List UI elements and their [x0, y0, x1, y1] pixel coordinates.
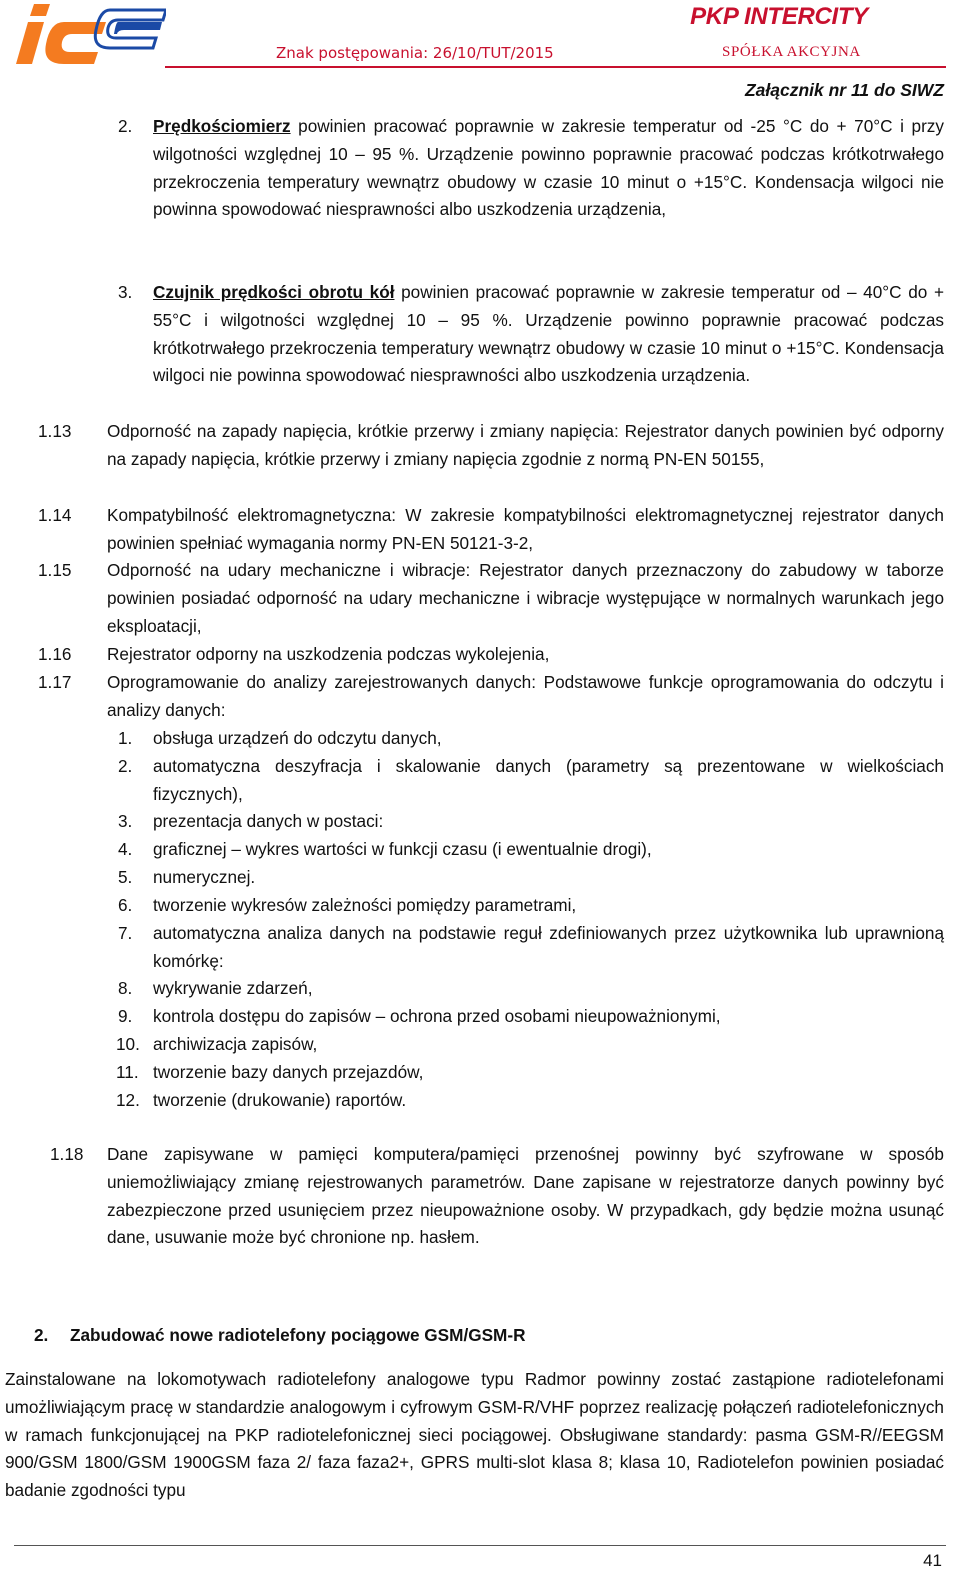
- list-item: archiwizacja zapisów,: [153, 1034, 318, 1054]
- section-emc: Kompatybilność elektromagnetyczna: W zakresie kompatybilności elektromagnetycznej rejestrator danych powinien spełniać wymagania normy PN-EN 50121-3-2,: [107, 505, 944, 553]
- company-form: SPÓŁKA AKCYJNA: [722, 44, 861, 60]
- list-item-number: 8.: [118, 978, 133, 998]
- section-number: 1.16: [38, 644, 72, 664]
- list-item-number: 12.: [116, 1090, 140, 1110]
- chapter-number: 2.: [34, 1325, 49, 1345]
- list-item: tworzenie wykresów zależności pomiędzy parametrami,: [153, 895, 577, 915]
- list-item: obsługa urządzeń do odczytu danych,: [153, 728, 442, 748]
- list-item-number: 7.: [118, 923, 133, 943]
- item-term: Prędkościomierz: [153, 116, 291, 136]
- list-item-number: 10.: [116, 1034, 140, 1054]
- section-number: 1.15: [38, 560, 72, 580]
- section-software: Oprogramowanie do analizy zarejestrowanych danych: Podstawowe funkcje oprogramowania do odczytu i analizy danych:: [107, 672, 944, 720]
- section-derailment: Rejestrator odporny na uszkodzenia podczas wykolejenia,: [107, 644, 550, 664]
- section-number: 1.14: [38, 505, 72, 525]
- item-number: 2.: [118, 116, 133, 136]
- item-wheel-sensor: [153, 279, 944, 390]
- item-speedometer: [153, 113, 944, 224]
- list-item-number: 9.: [118, 1006, 133, 1026]
- section-number: 1.18: [50, 1144, 84, 1164]
- list-item: graficznej – wykres wartości w funkcji czasu (i ewentualnie drogi),: [153, 839, 652, 859]
- item-text: powinien pracować poprawnie w zakresie temperatur od – 40°C do + 55°C i wilgotności względnej 10 – 95 %. Urządzenie powinno poprawnie pracować podczas krótkotrwałego przekroczenia temperatury wewnątrz obudowy w czasie 10 minut o +15°C. Kondensacja wilgoci nie powinna spowodować niesprawności albo uszkodzenia urządzenia.: [153, 282, 945, 386]
- list-item: kontrola dostępu do zapisów – ochrona przed osobami nieupoważnionymi,: [153, 1006, 721, 1026]
- list-item: prezentacja danych w postaci:: [153, 811, 384, 831]
- list-item-number: 1.: [118, 728, 133, 748]
- list-item: automatyczna deszyfracja i skalowanie danych (parametry są prezentowane w wielkościach fizycznych),: [153, 756, 944, 804]
- list-item: tworzenie bazy danych przejazdów,: [153, 1062, 424, 1082]
- section-shock-resistance: Odporność na udary mechaniczne i wibracje: Rejestrator danych przeznaczony do zabudowy w taborze powinien posiadać odporność na udary mechaniczne i wibracje występujące w normalnych warunkach jego eksploatacji,: [107, 560, 944, 636]
- item-number: 3.: [118, 282, 133, 302]
- case-number: Znak postępowania: 26/10/TUT/2015: [276, 44, 554, 62]
- chapter-title: Zabudować nowe radiotelefony pociągowe GSM/GSM-R: [70, 1325, 526, 1345]
- list-item: wykrywanie zdarzeń,: [153, 978, 313, 998]
- brand-name: PKP INTERCITY: [690, 3, 868, 30]
- list-item-number: 6.: [118, 895, 133, 915]
- list-item-number: 3.: [118, 811, 133, 831]
- item-term: Czujnik prędkości obrotu kół: [153, 282, 395, 302]
- chapter-text: Zainstalowane na lokomotywach radiotelefony analogowe typu Radmor powinny zostać zastąpione radiotelefonami umożliwiającym pracę w standardzie analogowym i cyfrowym GSM-R/VHF poprzez realizację połączeń radiotelefonicznych w ramach funkcjonującej na PKP radiotelefonicznej sieci pociągowej. Obsługiwane standardy: pasma GSM-R//EEGSM 900/GSM 1800/GSM 1900GSM faza 2/ faza faza2+, GPRS multi-slot klasa 8; klasa 10, Radiotelefon powinien posiadać badanie zgodności typu: [5, 1369, 944, 1501]
- list-item-number: 11.: [116, 1062, 139, 1082]
- section-encryption: [107, 1141, 944, 1252]
- section-voltage-dips: Odporność na zapady napięcia, krótkie przerwy i zmiany napięcia: Rejestrator danych powinien być odporny na zapady napięcia, krótkie przerwy i zmiany napięcia zgodnie z normą PN-EN 50155,: [107, 421, 944, 469]
- list-item: numerycznej.: [153, 867, 256, 887]
- page-number: 41: [923, 1551, 942, 1570]
- list-item-number: 4.: [118, 839, 133, 859]
- list-item: tworzenie (drukowanie) raportów.: [153, 1090, 407, 1110]
- header-divider: [165, 66, 946, 68]
- footer-divider: [14, 1545, 946, 1546]
- item-text: powinien pracować poprawnie w zakresie temperatur od -25 °C do + 70°C i przy wilgotności względnej 10 – 95 %. Urządzenie powinno poprawnie pracować podczas krótkotrwałego przekroczenia temperatury wewnątrz obudowy w czasie 10 minut o +15°C. Kondensacja wilgoci nie powinna spowodować niesprawności albo uszkodzenia urządzenia,: [153, 116, 944, 220]
- section-number: 1.13: [38, 421, 72, 441]
- annex-label: Załącznik nr 11 do SIWZ: [744, 80, 944, 100]
- list-item-number: 2.: [118, 756, 133, 776]
- list-item-number: 5.: [118, 867, 133, 887]
- section-number: 1.17: [38, 672, 72, 692]
- list-item: automatyczna analiza danych na podstawie reguł zdefiniowanych przez użytkownika lub uprawnioną komórkę:: [153, 923, 944, 971]
- section-text: Dane zapisywane w pamięci komputera/pamięci przenośnej powinny być szyfrowane w sposób uniemożliwiający zmianę rejestrowanych parametrów. Dane zapisane w rejestratorze danych powinny być zabezpieczone przed usunięciem przez nieupoważnione osoby. W przypadkach, gdy będzie można usunąć dane, usuwanie może być chronione np. hasłem.: [107, 1144, 944, 1248]
